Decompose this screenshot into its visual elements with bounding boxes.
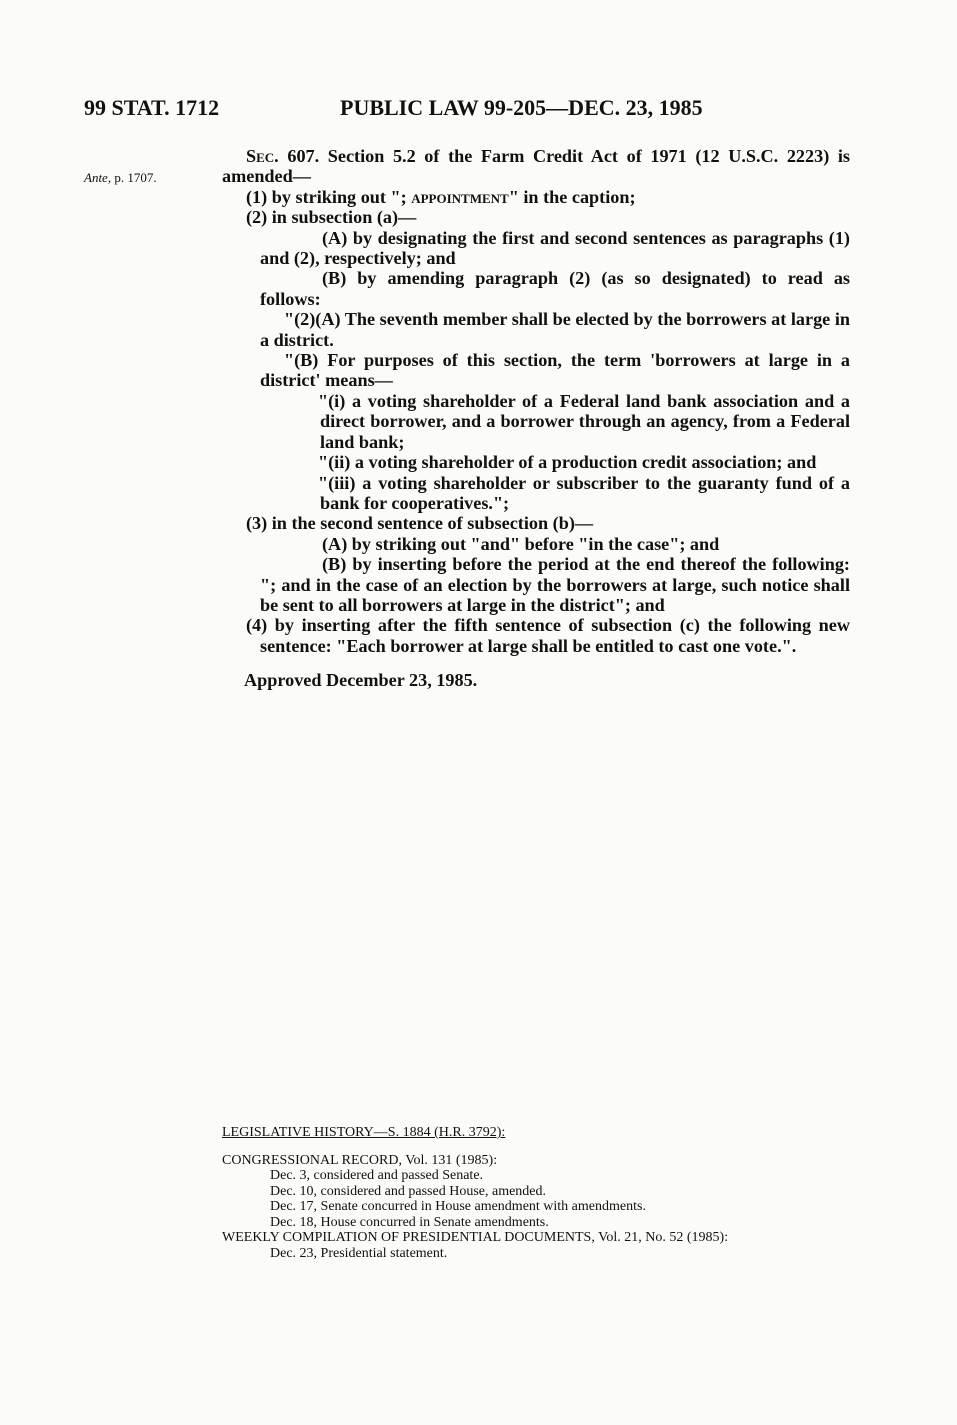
amendment-3b: (B) by inserting before the period at the end thereof the following: "; and in the case of an election by the borrowers at large, such notice shall be sent to all borrowers at large in the district"; and [260,554,850,615]
amendment-2b: (B) by amending paragraph (2) (as so designated) to read as follows: [260,268,850,309]
public-law-title: PUBLIC LAW 99-205—DEC. 23, 1985 [340,95,703,120]
amendment-2: (2) in subsection (a)— [246,207,417,228]
margin-citation [84,170,157,186]
amendment-1-tail: " in the caption; [508,186,636,207]
amendment-4: (4) by inserting after the fifth sentence of subsection (c) the following new sentence: "Each borrower at large shall be entitled to cast one vote.". [246,615,850,656]
amendment-2a: (A) by designating the first and second sentences as paragraphs (1) and (2), respectively; and [260,227,850,269]
quoted-clause-ii: "(ii) a voting shareholder of a production credit association; and [318,452,817,473]
amendment-3: (3) in the second sentence of subsection (b)— [246,513,594,534]
quoted-paragraph-b: "(B) For purposes of this section, the term 'borrowers at large in a district' means— [260,350,850,391]
amendment-1-text: (1) by striking out "; [246,186,412,207]
record-item: Dec. 17, Senate concurred in House amendment with amendments. [270,1199,646,1214]
quoted-clause-i: "(i) a voting shareholder of a Federal land bank association and a direct borrower, and a borrower through an agency, from a Federal land bank; [318,390,850,452]
page-header [84,95,847,125]
quoted-clause-iii: "(iii) a voting shareholder or subscriber to the guaranty fund of a bank for cooperatives."; [318,472,850,513]
amendment-3a: (A) by striking out "and" before "in the case"; and [322,533,720,554]
statute-page-number: 99 STAT. 1712 [84,95,220,120]
weekly-item: Dec. 23, Presidential statement. [270,1245,448,1261]
margin-citation-page: p. 1707. [114,170,157,185]
section-label: Sec. [246,146,279,166]
amendment-1 [222,187,850,207]
weekly-compilation-heading: WEEKLY COMPILATION OF PRESIDENTIAL DOCUMENTS, Vol. 21, No. 52 (1985): [222,1230,729,1245]
section-intro-text: 607. Section 5.2 of the Farm Credit Act of 1971 (12 U.S.C. 2223) is amended— [222,146,850,187]
congressional-record-heading: CONGRESSIONAL RECORD, Vol. 131 (1985): [222,1152,498,1168]
quoted-paragraph-2a: "(2)(A) The seventh member shall be elected by the borrowers at large in a district. [260,309,850,350]
record-item: Dec. 10, considered and passed House, amended. [270,1183,547,1199]
appointment-smallcaps: appointment [411,186,509,207]
legislative-history-title: LEGISLATIVE HISTORY—S. 1884 (H.R. 3792): [222,1125,506,1140]
margin-citation-label: Ante, [84,170,112,185]
record-item: Dec. 3, considered and passed Senate. [270,1168,484,1183]
record-item: Dec. 18, House concurred in Senate amendments. [270,1214,549,1230]
legislative-history [222,1125,862,1261]
section-text [222,146,850,691]
section-intro [222,146,850,187]
approval-date: Approved December 23, 1985. [244,670,478,691]
